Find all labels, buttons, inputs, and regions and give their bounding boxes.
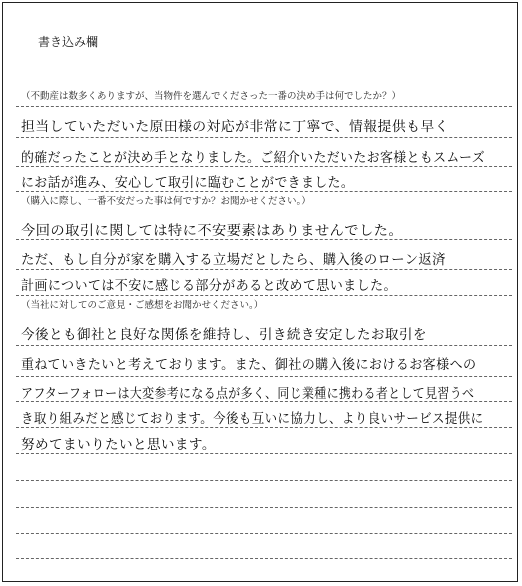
ruled-line xyxy=(16,269,512,270)
comment-form xyxy=(2,2,518,582)
answer-2-line-2: ただ、もし自分が家を購入する立場だとしたら、購入後のローン返済 xyxy=(21,252,446,268)
answer-2-line-3: 計画については不安に感じる部分があると改めて思いました。 xyxy=(21,278,397,294)
question-1-prompt: （不動産は数多くありますが、当物件を選んでくださった一番の決め手は何でしたか？） xyxy=(21,91,402,102)
question-2-prompt: （購入に際し、一番不安だった事は何ですか？お聞かせください。） xyxy=(21,196,311,207)
ruled-line xyxy=(16,453,512,454)
ruled-line xyxy=(16,239,512,240)
answer-3-line-3: アフターフォローは大変参考になる点が多く、同じ業種に携わる者として見習うべ xyxy=(21,386,475,402)
answer-1-line-3: にお話が進み、安心して取引に臨むことができました。 xyxy=(21,175,355,191)
answer-1-line-2: 的確だったことが決め手となりました。ご紹介いただいたお客様ともスムーズ xyxy=(21,150,486,166)
answer-3-line-1: 今後とも御社と良好な関係を維持し、引き続き安定したお取引を xyxy=(21,327,427,343)
answer-3-line-4: き取り組みだと感じております。今後も互いに協力し、より良いサービス提供に xyxy=(21,411,484,427)
ruled-line xyxy=(16,137,512,138)
ruled-line xyxy=(16,295,512,296)
ruled-line xyxy=(16,401,512,402)
answer-3-line-5: 努めてまいりたいと思います。 xyxy=(21,437,216,453)
ruled-line xyxy=(16,191,512,192)
answer-2-line-1: 今回の取引に関しては特に不安要素はありませんでした。 xyxy=(21,223,404,239)
question-3-prompt: （当社に対してのご意見・ご感想をお聞かせください。） xyxy=(21,300,264,311)
answer-1-line-1: 担当していただいた原田様の対応が非常に丁寧で、情報提供も早く xyxy=(21,119,449,135)
form-title: 書き込み欄 xyxy=(38,35,99,49)
ruled-line xyxy=(16,376,512,377)
answer-3-line-2: 重ねていきたいと考えております。また、御社の購入後におけるお客様への xyxy=(21,357,477,373)
ruled-line xyxy=(16,106,512,107)
ruled-line xyxy=(16,533,512,534)
ruled-line xyxy=(16,427,512,428)
ruled-line xyxy=(16,166,512,167)
ruled-line xyxy=(16,507,512,508)
ruled-line xyxy=(16,345,512,346)
ruled-line xyxy=(16,558,512,559)
ruled-line xyxy=(16,480,512,481)
